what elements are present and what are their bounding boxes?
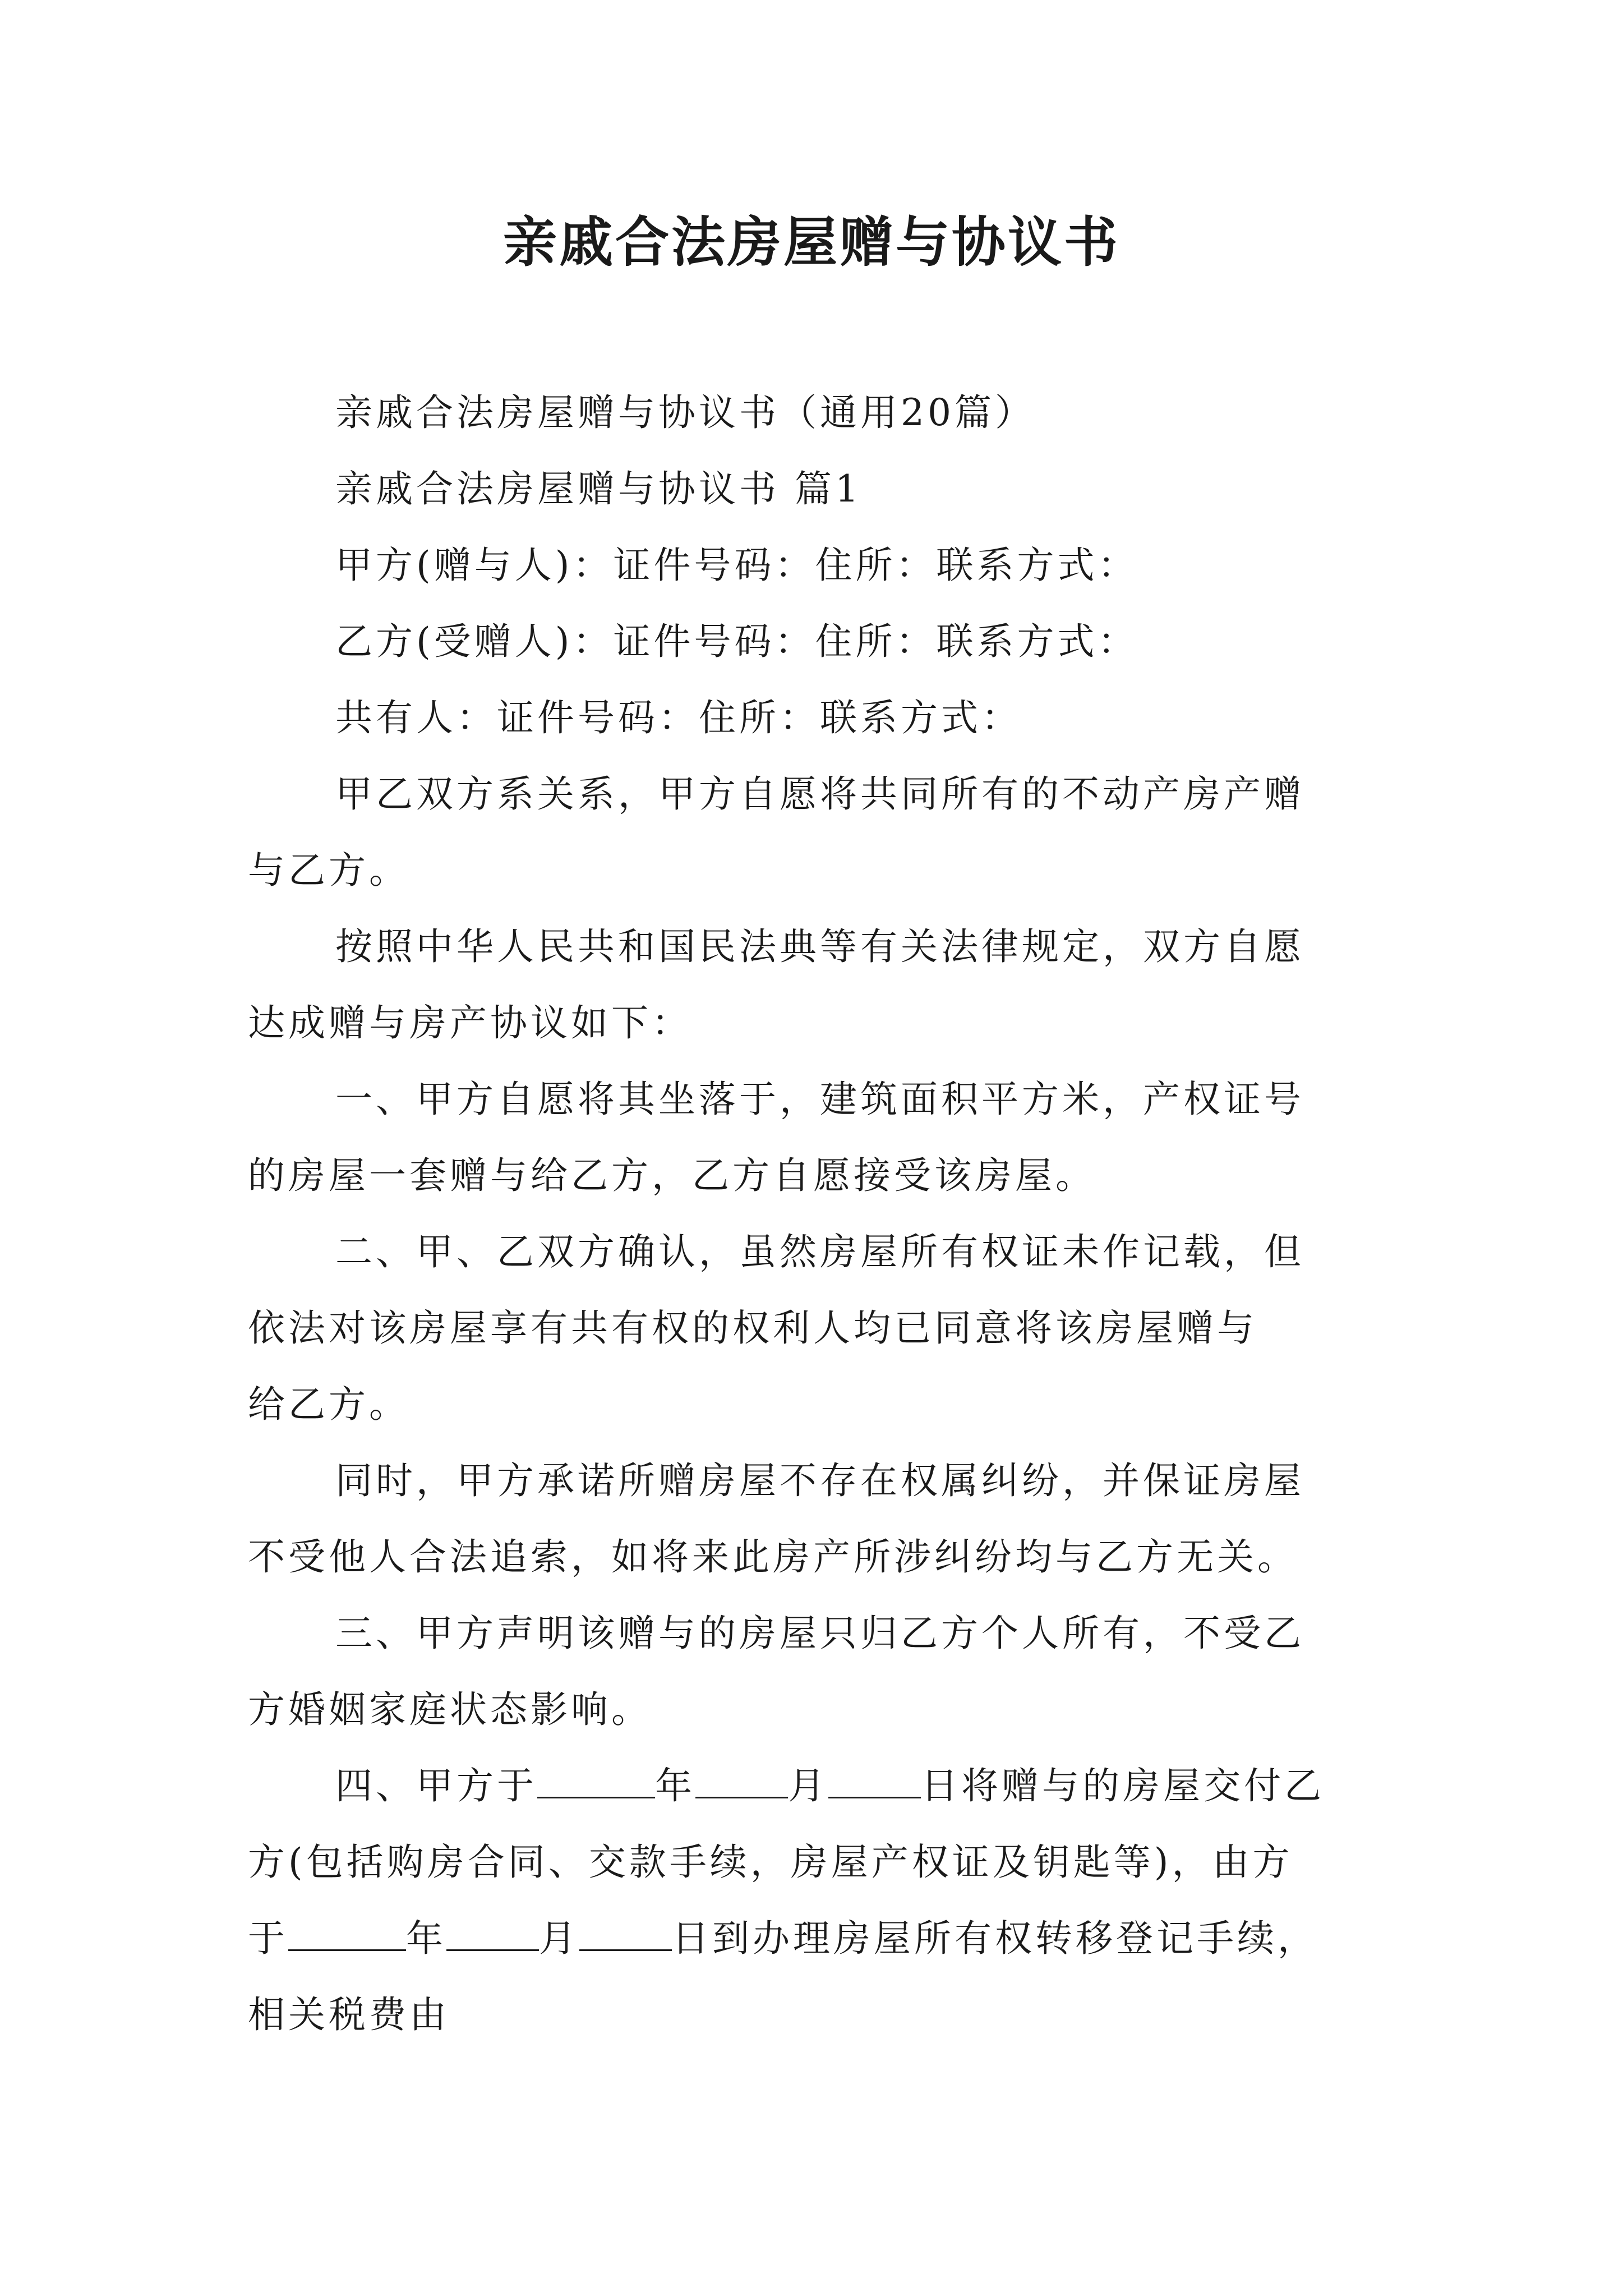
clause-line: 同时，甲方承诺所赠房屋不存在权属纠纷，并保证房屋	[335, 1459, 1304, 1502]
clause-text: 月	[788, 1764, 828, 1807]
clause-line-with-blanks	[248, 1901, 1389, 1977]
section-heading: 亲戚合法房屋赠与协议书 篇1	[335, 467, 862, 510]
document-title: 亲戚合法房屋赠与协议书	[503, 210, 1120, 274]
clause-text: 月	[539, 1917, 579, 1960]
clause-text: 年	[406, 1917, 446, 1960]
clause-text: 日到办理房屋所有权转移登记手续，	[672, 1917, 1318, 1960]
paragraph-line: 甲乙双方系关系，甲方自愿将共同所有的不动产房产赠	[335, 772, 1304, 816]
month-blank	[446, 1917, 539, 1951]
clause-line: 三、甲方声明该赠与的房屋只归乙方个人所有，不受乙	[335, 1612, 1304, 1655]
clause-text: 四、甲方于	[335, 1764, 537, 1807]
clause-text: 年	[655, 1764, 695, 1807]
clause-line: 相关税费由	[248, 1993, 450, 2036]
party-a-info: 甲方(赠与人)：证件号码：住所：联系方式：	[335, 544, 1138, 587]
clause-line: 给乙方。	[248, 1383, 409, 1426]
day-blank	[579, 1917, 672, 1951]
clause-line: 的房屋一套赠与给乙方，乙方自愿接受该房屋。	[248, 1154, 1096, 1197]
year-blank	[537, 1764, 655, 1798]
document-body	[248, 375, 1389, 2053]
paragraph-line: 与乙方。	[248, 849, 409, 892]
clause-line: 二、甲、乙双方确认，虽然房屋所有权证未作记载，但	[335, 1230, 1304, 1273]
clause-line: 不受他人合法追索，如将来此房产所涉纠纷均与乙方无关。	[248, 1535, 1298, 1579]
doc-subtitle: 亲戚合法房屋赠与协议书（通用20篇）	[335, 391, 1035, 434]
clause-text: 于	[248, 1917, 288, 1960]
clause-line-with-blanks	[248, 1748, 1389, 1824]
year-blank	[288, 1917, 406, 1951]
month-blank	[695, 1764, 788, 1798]
paragraph-line: 按照中华人民共和国民法典等有关法律规定，双方自愿	[335, 925, 1304, 968]
clause-text: 日将赠与的房屋交付乙	[921, 1764, 1325, 1807]
clause-line: 依法对该房屋享有共有权的权利人均已同意将该房屋赠与	[248, 1306, 1257, 1350]
paragraph-line: 达成赠与房产协议如下：	[248, 1001, 692, 1045]
clause-line: 一、甲方自愿将其坐落于，建筑面积平方米，产权证号	[335, 1078, 1304, 1121]
co-owner-info: 共有人：证件号码：住所：联系方式：	[335, 696, 1022, 739]
clause-line: 方(包括购房合同、交款手续，房屋产权证及钥匙等)，由方	[248, 1841, 1293, 1884]
party-b-info: 乙方(受赠人)：证件号码：住所：联系方式：	[335, 620, 1138, 663]
clause-line: 方婚姻家庭状态影响。	[248, 1688, 652, 1731]
day-blank	[828, 1764, 921, 1798]
